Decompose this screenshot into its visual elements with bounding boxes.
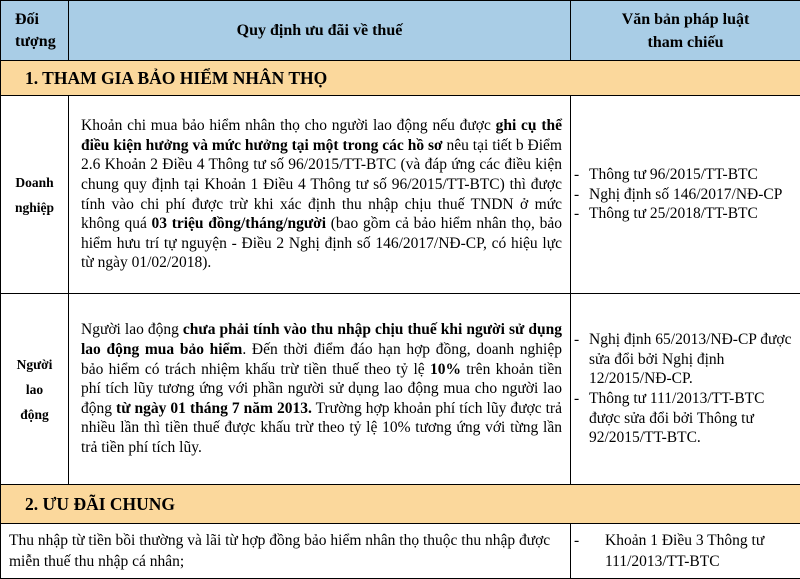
- header-reference: Văn bản pháp luật tham chiếu: [571, 1, 800, 61]
- table-row: [1, 294, 800, 485]
- list-item: - Thông tư 111/2013/TT-BTC được sửa đổi bởi Thông tư 92/2015/TT-BTC.: [577, 389, 796, 448]
- reference-cell: [571, 96, 800, 294]
- reference-line-1: - Khoản 1 Điều 3 Thông tư: [577, 530, 796, 551]
- reference-list: [577, 165, 796, 224]
- table-header-row: [1, 1, 800, 61]
- list-item: - Nghị định 65/2013/NĐ-CP được sửa đổi bởi Nghị định 12/2015/NĐ-CP.: [577, 330, 796, 389]
- section-title: 1. THAM GIA BẢO HIỂM NHÂN THỌ: [1, 61, 800, 96]
- rule-cell: Người lao động chưa phải tính vào thu nhập chịu thuế khi người sử dụng lao động mua bảo hiểm. Đến thời điểm đáo hạn hợp đồng, doanh nghiệp bảo hiểm có trách nhiệm khấu trừ tiền thuế theo tỷ lệ 10% trên khoản tiền phí tích lũy tương ứng với phần người sử dụng lao động mua cho người lao động từ ngày 01 tháng 7 năm 2013. Trường hợp khoản phí tích lũy được trả nhiều lần thì tiền thuế được khấu trừ theo tỷ lệ 10% tương ứng với từng lần trả tiền phí tích lũy.: [69, 294, 571, 485]
- header-subject: Đối tượng: [1, 1, 69, 61]
- header-rule: Quy định ưu đãi về thuế: [69, 1, 571, 61]
- rule-cell: Khoản chi mua bảo hiểm nhân thọ cho người lao động nếu được ghi cụ thể điều kiện hưởng và mức hưởng tại một trong các hồ sơ nêu tại tiết b Điểm 2.6 Khoản 2 Điều 4 Thông tư số 96/2015/TT-BTC (và đáp ứng các điều kiện chung quy định tại Khoản 1 Điều 4 Thông tư số 96/2015/TT-BTC) thì được tính vào chi phí được trừ khi xác định thu nhập chịu thuế TNDN ở mức không quá 03 triệu đồng/tháng/người (bao gồm cả bảo hiểm nhân thọ, bảo hiểm hưu trí tự nguyện - Điều 2 Nghị định số 146/2017/NĐ-CP, có hiệu lực từ ngày 01/02/2018).: [69, 96, 571, 294]
- reference-cell: [571, 524, 800, 579]
- section-title: 2. ƯU ĐÃI CHUNG: [1, 485, 800, 524]
- section-row-life-insurance: [1, 61, 800, 96]
- rule-cell: Thu nhập từ tiền bồi thường và lãi từ hợp đồng bảo hiểm nhân thọ thuộc thu nhập được miễn thuế thu nhập cá nhân;: [1, 524, 571, 579]
- reference-list: [577, 330, 796, 448]
- section-row-general: [1, 485, 800, 524]
- reference-cell: [571, 294, 800, 485]
- subject-cell: Doanh nghiệp: [1, 96, 69, 294]
- reference-line-2: 111/2013/TT-BTC: [577, 551, 796, 572]
- table-row: [1, 96, 800, 294]
- table-row: [1, 524, 800, 579]
- list-item: - Thông tư 25/2018/TT-BTC: [577, 204, 796, 224]
- list-item: - Thông tư 96/2015/TT-BTC: [577, 165, 796, 185]
- list-item: - Nghị định số 146/2017/NĐ-CP: [577, 185, 796, 205]
- subject-cell: Người lao động: [1, 294, 69, 485]
